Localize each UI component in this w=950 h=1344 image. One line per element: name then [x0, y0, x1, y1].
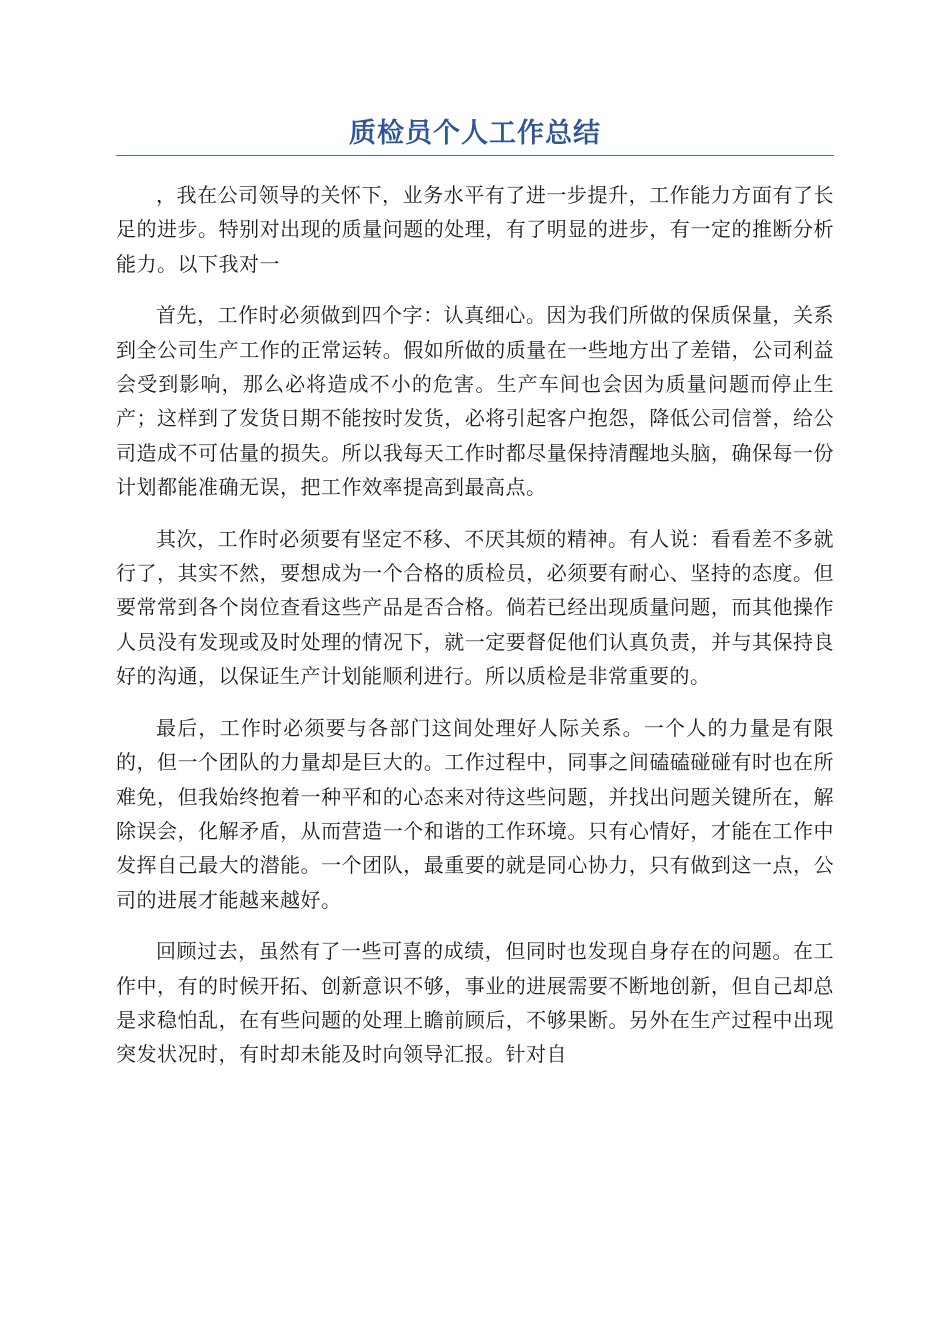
paragraph-review: 回顾过去，虽然有了一些可喜的成绩，但同时也发现自身存在的问题。在工作中，有的时候开拓、创新意识不够，事业的进展需要不断地创新，但自己却总是求稳怕乱，在有些问题的处理上瞻前顾后，不够果断。另外在生产过程中出现突发状况时，有时却未能及时向领导汇报。针对自 — [116, 939, 834, 1067]
title-underline — [116, 155, 834, 156]
paragraph-second: 其次，工作时必须要有坚定不移、不厌其烦的精神。有人说：看看差不多就行了，其实不然，要想成为一个合格的质检员，必须要有耐心、坚持的态度。但要常常到各个岗位查看这些产品是否合格。倘若已经出现质量问题，而其他操作人员没有发现或及时处理的情况下，就一定要督促他们认真负责，并与其保持良好的沟通，以保证生产计划能顺利进行。所以质检是非常重要的。 — [116, 526, 834, 689]
document-title: 质检员个人工作总结 — [349, 118, 601, 149]
paragraph-last: 最后，工作时必须要与各部门这间处理好人际关系。一个人的力量是有限的，但一个团队的力量却是巨大的。工作过程中，同事之间磕磕碰碰有时也在所难免，但我始终抱着一种平和的心态来对待这些问题，并找出问题关键所在，解除误会，化解矛盾，从而营造一个和谐的工作环境。只有心情好，才能在工作中发挥自己最大的潜能。一个团队，最重要的就是同心协力，只有做到这一点，公司的进展才能越来越好。 — [116, 715, 834, 912]
paragraph-intro: ，我在公司领导的关怀下，业务水平有了进一步提升，工作能力方面有了长足的进步。特别对出现的质量问题的处理，有了明显的进步，有一定的推断分析能力。以下我对一 — [116, 183, 834, 276]
document-page — [116, 0, 834, 1072]
paragraph-first: 首先，工作时必须做到四个字：认真细心。因为我们所做的保质保量，关系到全公司生产工作的正常运转。假如所做的质量在一些地方出了差错，公司利益会受到影响，那么必将造成不小的危害。生产车间也会因为质量问题而停止生产；这样到了发货日期不能按时发货，必将引起客户抱怨，降低公司信誉，给公司造成不可估量的损失。所以我每天工作时都尽量保持清醒地头脑，确保每一份计划都能准确无误，把工作效率提高到最高点。 — [116, 303, 834, 500]
